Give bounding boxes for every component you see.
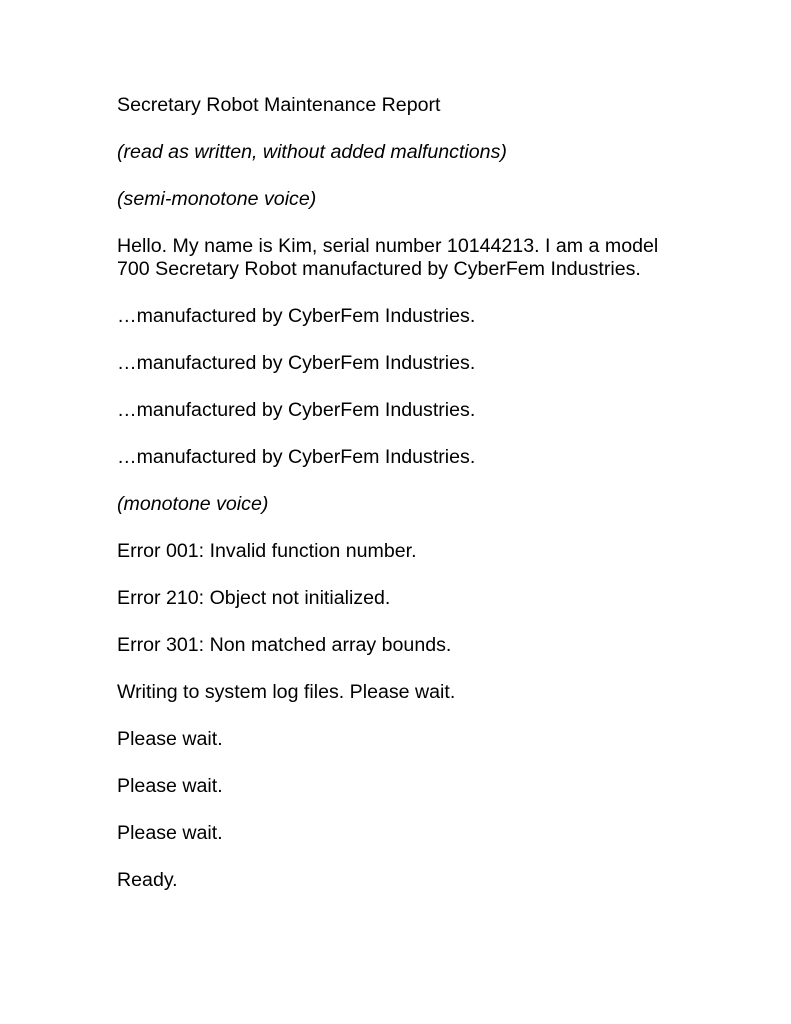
error-line: Error 301: Non matched array bounds. bbox=[117, 634, 452, 656]
document-body bbox=[117, 94, 677, 916]
paragraph: …manufactured by CyberFem Industries. bbox=[117, 399, 476, 421]
paragraph: Ready. bbox=[117, 869, 178, 891]
paragraph: Please wait. bbox=[117, 822, 223, 844]
stage-direction: (read as written, without added malfunctions) bbox=[117, 141, 507, 163]
stage-direction: (monotone voice) bbox=[117, 493, 269, 515]
paragraph: Hello. My name is Kim, serial number 10144213. I am a model 700 Secretary Robot manufactured by CyberFem Industries. bbox=[117, 235, 659, 280]
stage-direction: (semi-monotone voice) bbox=[117, 188, 317, 210]
paragraph: …manufactured by CyberFem Industries. bbox=[117, 352, 476, 374]
paragraph: …manufactured by CyberFem Industries. bbox=[117, 446, 476, 468]
paragraph: …manufactured by CyberFem Industries. bbox=[117, 305, 476, 327]
paragraph: Please wait. bbox=[117, 775, 223, 797]
paragraph: Please wait. bbox=[117, 728, 223, 750]
paragraph: Writing to system log files. Please wait. bbox=[117, 681, 456, 703]
error-line: Error 001: Invalid function number. bbox=[117, 540, 417, 562]
error-line: Error 210: Object not initialized. bbox=[117, 587, 391, 609]
document-title: Secretary Robot Maintenance Report bbox=[117, 94, 441, 116]
